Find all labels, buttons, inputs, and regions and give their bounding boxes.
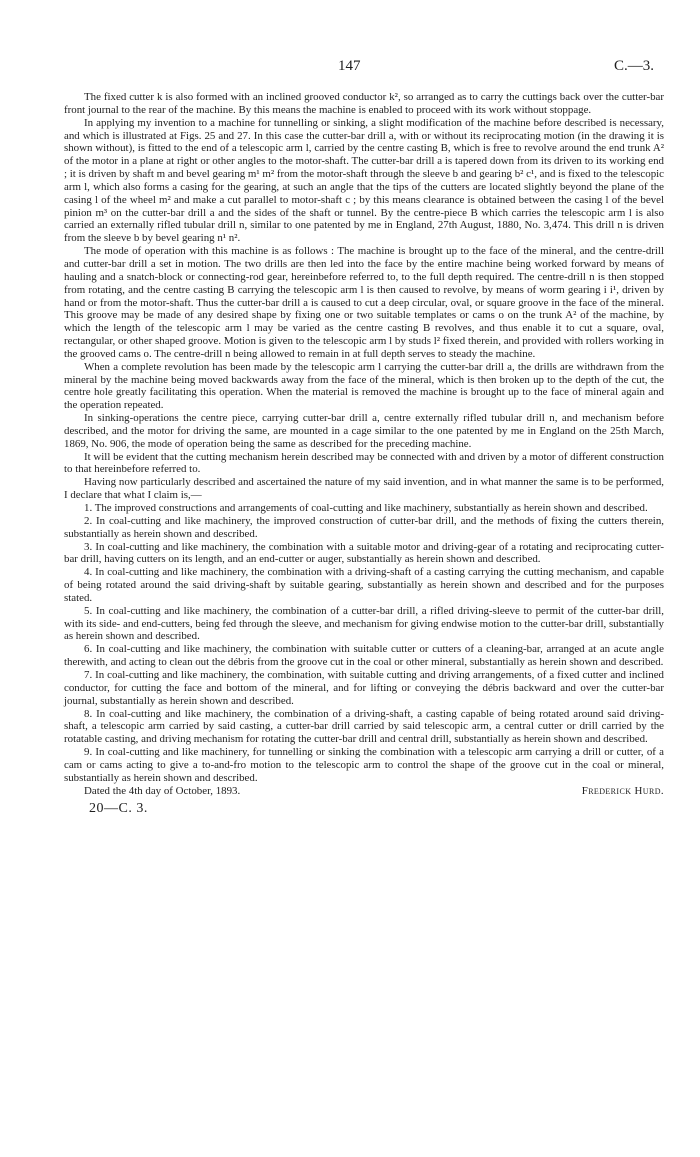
claim: 9. In coal-cutting and like machinery, for tunnelling or sinking the combination with a telescopic arm carrying a drill or cutter, of a cam or cams acting to give a to-and-fro motion to the telescopic arm to control the shape of the groove cut in the coal or mineral, substantially as herein shown and described. bbox=[64, 746, 664, 784]
paragraph: When a complete revolution has been made by the telescopic arm l carrying the cutter-bar drill a, the drills are withdrawn from the mineral by the machine being moved backwards away from the face of the mineral, which is then broken up to the depth of the cut, the centre hole greatly facilitating this operation. When the material is removed the machine is brought up to the face of mineral again and the operation repeated. bbox=[64, 360, 664, 412]
document-body bbox=[64, 91, 664, 816]
paragraph: The fixed cutter k is also formed with an inclined grooved conductor k², so arranged as to carry the cuttings back over the cutter-bar front journal to the rear of the machine. By this means the machine is enabled to proceed with its work without stoppage. bbox=[64, 91, 664, 116]
page-number: 147 bbox=[338, 58, 361, 74]
claim: 4. In coal-cutting and like machinery, the combination with a driving-shaft of a casting carrying the cutting mechanism, and capable of being rotated around the said driving-shaft by suitable gearing, substantially as herein shown and described and for the purposes stated. bbox=[64, 566, 664, 604]
signature: Frederick Hurd. bbox=[581, 784, 664, 797]
date-text: Dated the 4th day of October, 1893. bbox=[84, 784, 241, 797]
claim: 5. In coal-cutting and like machinery, the combination of a cutter-bar drill, a rifled driving-sleeve to permit of the cutter-bar drill, with its side- and end-cutters, being fed through the sleeve, and mechanism for giving endwise motion to the cutter-bar drill, substantially as herein shown and described. bbox=[64, 604, 664, 643]
claim: 7. In coal-cutting and like machinery, the combination, with suitable cutting and driving arrangements, of a fixed cutter and inclined conductor, for cutting the face and bottom of the mineral, and for lifting or conveying the débris backward and over the cutter-bar journal, substantially as herein shown and described. bbox=[64, 668, 664, 707]
paragraph: In sinking-operations the centre piece, carrying cutter-bar drill a, centre externally rifled tubular drill n, and mechanism before described, and the motor for driving the same, are mounted in a cage similar to the one patented by me in England on the 25th March, 1869, No. 906, the mode of operation being the same as described for the preceding machine. bbox=[64, 412, 664, 450]
claim: 2. In coal-cutting and like machinery, the improved construction of cutter-bar drill, and the methods of fixing the cutters therein, substantially as herein shown and described. bbox=[64, 514, 664, 540]
claim: 6. In coal-cutting and like machinery, the combination with suitable cutter or cutters of a cleaning-bar, arranged at an acute angle therewith, and acting to clean out the débris from the groove cut in the coal or other mineral, substantially as herein shown and described. bbox=[64, 643, 664, 669]
page-header bbox=[0, 58, 700, 78]
document-code: C.—3. bbox=[613, 58, 654, 74]
paragraph: It will be evident that the cutting mechanism herein described may be connected with and driven by a motor of different construction to that hereinbefore referred to. bbox=[64, 450, 664, 476]
footer-signature-mark: 20—C. 3. bbox=[89, 801, 148, 817]
claim: 8. In coal-cutting and like machinery, the combination of a driving-shaft, a casting capable of being rotated around said driving-shaft, a telescopic arm carried by said casting, a cutter-bar drill carried by said telescopic arm, a central cutter or drill carried by the rotatable casting, and driving mechanism for rotating the cutter-bar drill and central drill, substantially as herein shown and described. bbox=[64, 707, 664, 746]
paragraph: The mode of operation with this machine is as follows : The machine is brought up to the face of the mineral, and the centre-drill and cutter-bar drill a set in motion. The two drills are then led into the face by the entire machine being worked forward by means of hauling and a snatch-block or connecting-rod gear, hereinbefore referred to, to the full depth required. The centre-drill n is then stopped from rotating, and the centre casting B carrying the telescopic arm l is then caused to revolve, by means of worm gearing i i¹, driven by hand or from the motor-shaft. Thus the cutter-bar drill a is caused to cut a deep circular, oval, or square groove in the face of the mineral. This groove may be made of any desired shape by fixing one or two suitable templates or cams o on the trunk A² of the machine, by which the length of the telescopic arm l may be varied as the centre casting B revolves, and thus enable it to cut a square, oval, rectangular, or other shaped groove. Motion is given to the telescopic arm l by studs l² fixed therein, and provided with rollers working in the grooved cams o. The centre-drill n being allowed to remain in at full depth serves to steady the machine. bbox=[64, 245, 664, 360]
claim: 1. The improved constructions and arrangements of coal-cutting and like machinery, substantially as herein shown and described. bbox=[84, 502, 648, 514]
paragraph: In applying my invention to a machine for tunnelling or sinking, a slight modification of the machine before described is necessary, and which is illustrated at Figs. 25 and 27. In this case the cutter-bar drill a, with or without its reciprocating motion (in the drawing it is shown without), is fitted to the end of a telescopic arm l, carried by the centre casting B, which is free to revolve around the end trunk A² of the motor in a plane at right or other angles to the motor-shaft. The cutter-bar drill a is tapered down from its driven to its working end ; it is driven by shaft m and bevel gearing m¹ m² from the motor-shaft through the sleeve b and gearing b² c¹, and is fixed to the telescopic arm l, which also forms a casing for the gearing, at such an angle that the tips of the cutters are located slightly beyond the plane of the casing l of the wheel m² and make a cut parallel to motor-shaft c ; by this means clearance is obtained between the casing l of the bevel pinion m³ on the cutter-bar drill a and the sides of the shaft or tunnel. By the centre-piece B which carries the telescopic arm l is also carried an externally rifled tubular drill n, similar to one patented by me in England, 27th August, 1880, No. 3,474. This drill n is driven from the sleeve b by bevel gearing n¹ n². bbox=[64, 116, 664, 245]
paragraph: Having now particularly described and ascertained the nature of my said invention, and in what manner the same is to be performed, I declare that what I claim is,— bbox=[64, 476, 664, 502]
dated-line bbox=[64, 785, 664, 798]
claim: 3. In coal-cutting and like machinery, the combination with a suitable motor and driving-gear of a rotating and reciprocating cutter-bar drill, having cutters on its length, and an end-cutter or auger, substantially as herein shown and described. bbox=[64, 540, 664, 566]
